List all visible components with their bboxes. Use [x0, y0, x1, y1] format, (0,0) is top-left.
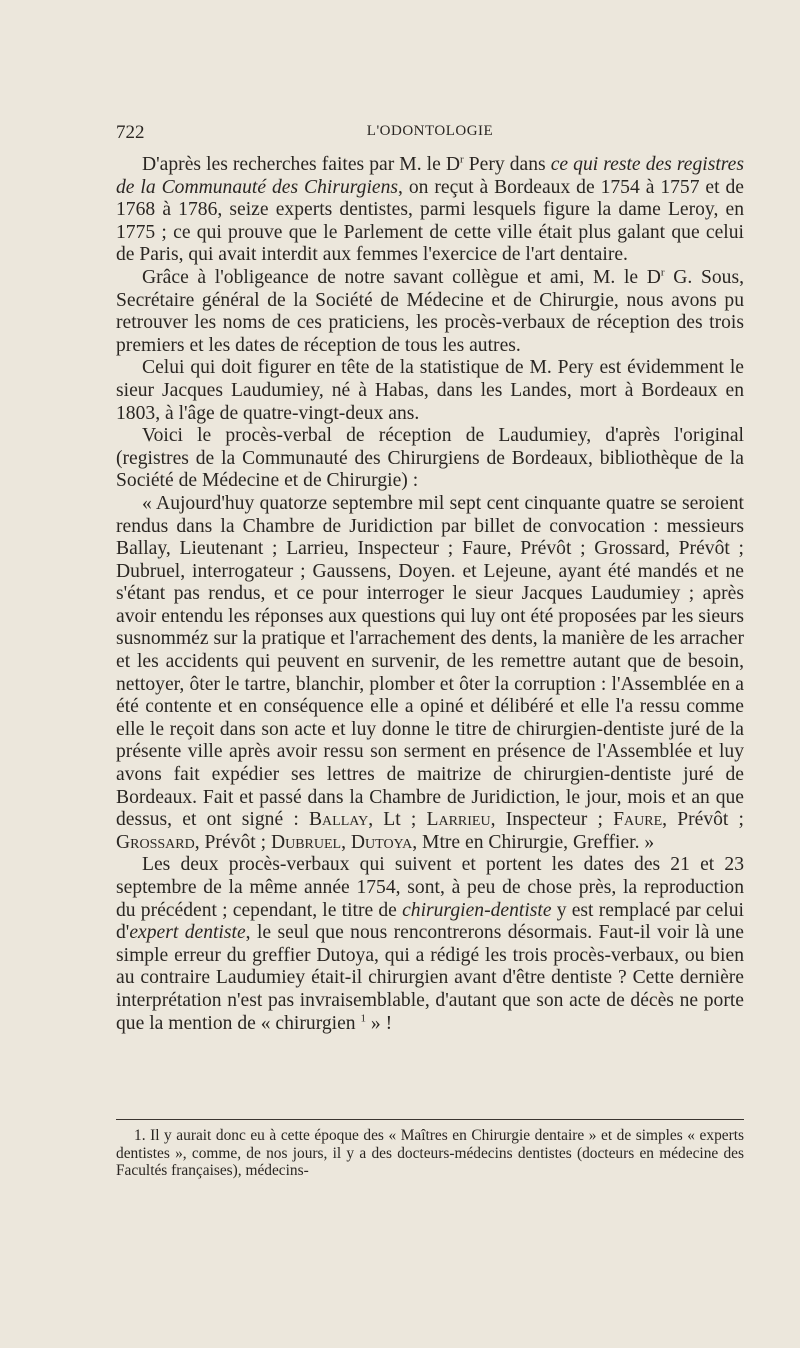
footnote-text: 1. Il y aurait donc eu à cette époque des « Maîtres en Chirurgie dentaire » et de simples « experts dentistes », comme, de nos jours, il y a des docteurs-médecins dentistes (docteurs en médecine des Facultés françaises), médecins- [116, 1127, 744, 1180]
italic-term: chirurgien-dentiste [402, 899, 552, 921]
text-span: , Lt ; [368, 809, 427, 831]
italic-term: expert dentiste [129, 922, 246, 944]
text-span: G. Sous, Secrétaire général de la Société de Médecine et de Chirurgie, nous avons pu retrouver les noms de ces praticiens, les procès-verbaux de réception des trois premiers et les dates de réception de tous les autres. [116, 266, 744, 356]
running-head: L'ODONTOLOGIE [366, 123, 494, 139]
text-span: , Prévôt ; [194, 831, 271, 853]
text-span: , on reçut à Bordeaux de 1754 à 1757 et de 1768 à 1786, seize experts dentistes, parmi lesquels figure la dame Leroy, en 1775 ; ce qui prouve que le Parlement de cette ville était plus galant que celui de Paris, qui avait interdit aux femmes l'exercice de l'art dentaire. [116, 176, 744, 266]
text-span: , Inspecteur ; [490, 809, 614, 831]
body-text [116, 154, 744, 1035]
footnote-divider [116, 1119, 744, 1120]
footnote [116, 1127, 744, 1180]
text-span: D'après les recherches faites par M. le D [142, 154, 461, 175]
signatory-name: Larrieu [426, 809, 491, 831]
paragraph-4: Voici le procès-verbal de réception de Laudumiey, d'après l'original (registres de la Communauté des Chirurgiens de Bordeaux, bibliothèque de la Société de Médecine et de Chirurgie) : [116, 425, 744, 492]
signatory-name: Grossard [116, 831, 195, 853]
text-span: , Prévôt ; [662, 809, 744, 831]
text-span: , Mtre en Chirurgie, Greffier. » [412, 831, 655, 853]
signatory-name: Dutoya [350, 831, 413, 853]
text-span: « Aujourd'huy quatorze septembre mil sept cent cinquante quatre se seroient rendus dans la Chambre de Juridiction par billet de convocation : messieurs Ballay, Lieutenant ; Larrieu, Inspecteur ; Faure, Prévôt ; Grossard, Prévôt ; Dubruel, interrogateur ; Gaussens, Doyen. et Lejeune, ayant été mandés et ne s'étant pas rendus, et ce pour interroger le sieur Jacques Laudumiey ; après avoir entendu les réponses aux questions qui luy ont été proposées par les sieurs susnomméz sur la pratique et l'arrachement des dents, la manière de les arracher et les accidents qui peuvent en survenir, de les remettre autant que de besoin, nettoyer, ôter le tartre, blanchir, plomber et ôter la corruption : l'Assemblée en a été contente et en conséquence elle a opiné et délibéré et elle l'a ressu comme elle le reçoit dans son acte et luy donne le titre de chirurgien-dentiste juré de la présente ville après avoir ressu son serment en présence de l'Assemblée et luy avons fait expédier ses lettres de maitrize de chirurgien-dentiste juré de Bordeaux. Fait et passé dans la Chambre de Juridiction, le jour, mois et an que dessus, et ont signé : [116, 492, 744, 831]
paragraph-3: Celui qui doit figurer en tête de la statistique de M. Pery est évidemment le sieur Jacques Laudumiey, né à Habas, dans les Landes, mort à Bordeaux en 1803, à l'âge de quatre-vingt-deux ans. [116, 357, 744, 424]
signatory-name: Ballay [308, 809, 369, 831]
superscript: r [660, 266, 665, 279]
superscript: r [460, 153, 464, 166]
italic-title: ce qui reste des registres de la Communauté des Chirurgiens [116, 154, 744, 198]
signatory-name: Faure [613, 809, 663, 831]
paragraph-5-quotation [116, 493, 744, 855]
signatory-name: Dubruel [270, 831, 342, 853]
text-span: , [341, 831, 351, 853]
text-span: » ! [366, 1012, 393, 1034]
paragraph-2 [116, 267, 744, 357]
text-span: Pery dans [463, 154, 551, 175]
page-header [116, 122, 744, 144]
footnote-marker: 1 [360, 1012, 366, 1025]
text-span: Les deux procès-verbaux qui suivent et portent les dates des 21 et 23 septembre de la même année 1754, sont, à peu de chose près, la reproduction du précédent ; cependant, le titre de [116, 854, 744, 921]
text-span: , le seul que nous rencontrerons désormais. Faut-il voir là une simple erreur du greffier Dutoya, qui a rédigé les trois procès-verbaux, ou bien au contraire Laudumiey était-il chirurgien avant d'être dentiste ? Cette dernière interprétation n'est pas invraisemblable, d'autant que son acte de décès ne porte que la mention de « chirurgien [116, 922, 744, 1034]
paragraph-6 [116, 854, 744, 1035]
page-number: 722 [116, 122, 145, 143]
text-span: y est remplacé par celui d' [116, 899, 744, 944]
paragraph-1 [116, 154, 744, 267]
text-span: Grâce à l'obligeance de notre savant collègue et ami, M. le D [142, 266, 661, 288]
